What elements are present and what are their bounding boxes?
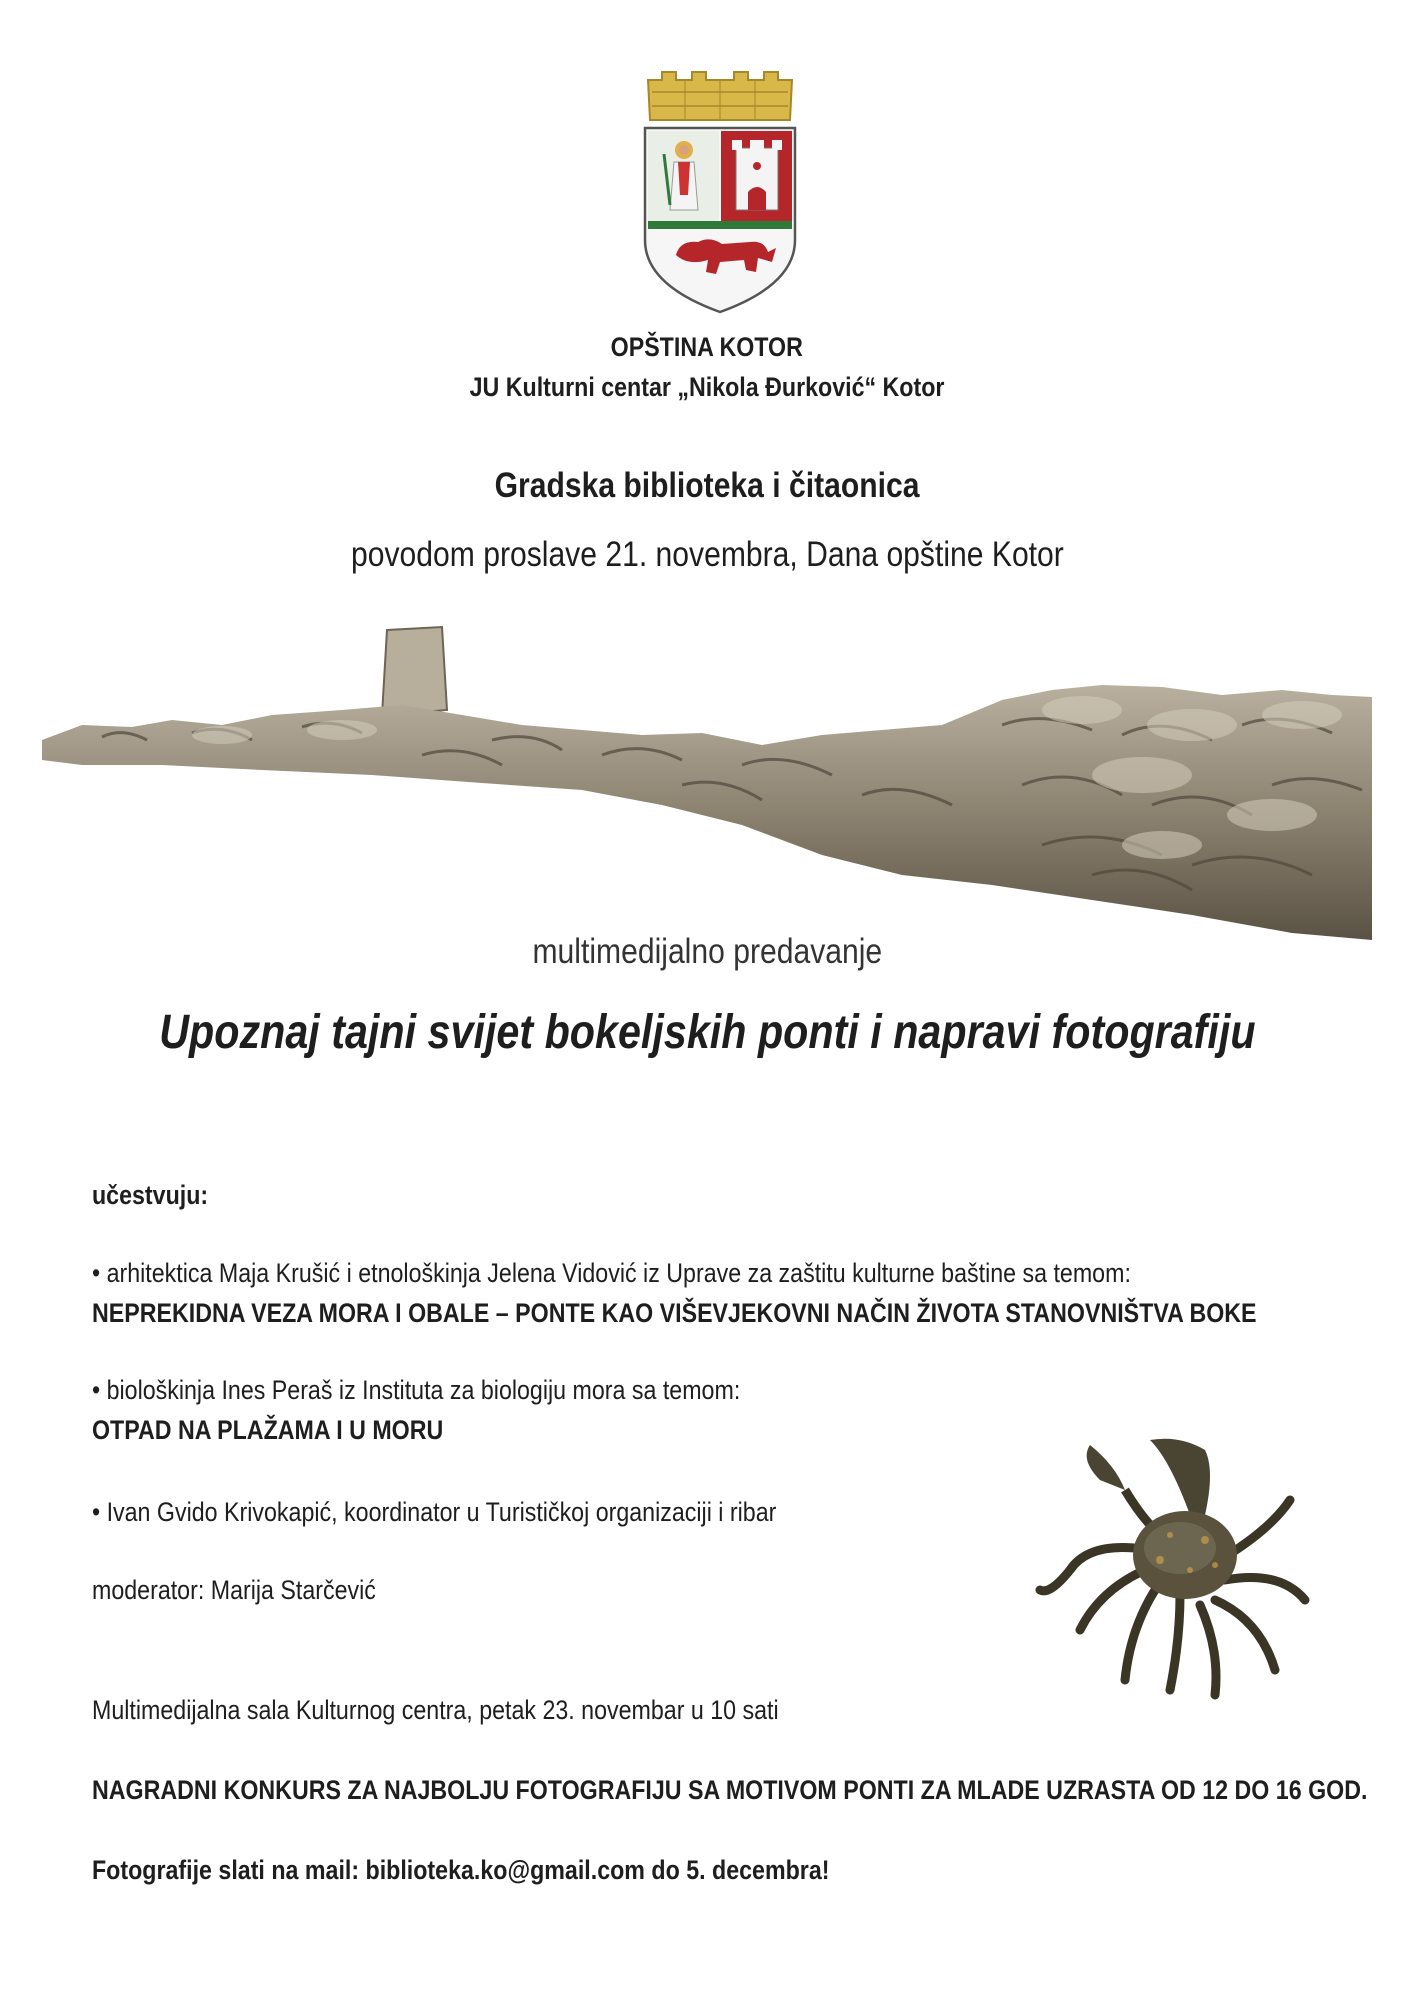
participant-2-topic: OTPAD NA PLAŽAMA I U MORU (92, 1415, 444, 1445)
crab-image (1030, 1420, 1320, 1710)
contest-line: NAGRADNI KONKURS ZA NAJBOLJU FOTOGRAFIJU SA MOTIVOM PONTI ZA MLADE UZRASTA OD 12 DO 16 GOD. (92, 1775, 1368, 1805)
participant-3-line: • Ivan Gvido Krivokapić, koordinator u Turističkoj organizaciji i ribar (92, 1497, 777, 1527)
participant-1-line: • arhitektica Maja Krušić i etnološkinja Jelena Vidović iz Uprave za zaštitu kulturne baštine sa temom: (92, 1258, 1131, 1288)
moderator-line: moderator: Marija Starčević (92, 1575, 376, 1605)
lecture-kind: multimedijalno predavanje (532, 932, 882, 971)
occasion-text: povodom proslave 21. novembra, Dana opštine Kotor (350, 535, 1064, 574)
participant-2-line: • biološkinja Ines Peraš iz Instituta za biologiju mora sa temom: (92, 1375, 741, 1405)
stone-pier-image (42, 615, 1372, 945)
library-name: Gradska biblioteka i čitaonica (494, 466, 920, 505)
kotor-coat-of-arms-icon (640, 70, 800, 315)
participant-1-topic: NEPREKIDNA VEZA MORA I OBALE – PONTE KAO VIŠEVJEKOVNI NAČIN ŽIVOTA STANOVNIŠTVA BOKE (92, 1298, 1257, 1328)
org-subtitle: JU Kulturni centar „Nikola Đurković“ Kotor (469, 372, 945, 402)
email-line: Fotografije slati na mail: biblioteka.ko@gmail.com do 5. decembra! (92, 1855, 830, 1885)
participants-label: učestvuju: (92, 1180, 209, 1210)
lecture-title: Upoznaj tajni svijet bokeljskih ponti i napravi fotografiju (158, 1006, 1256, 1059)
venue-line: Multimedijalna sala Kulturnog centra, petak 23. novembar u 10 sati (92, 1695, 779, 1725)
org-name: OPŠTINA KOTOR (610, 332, 804, 362)
